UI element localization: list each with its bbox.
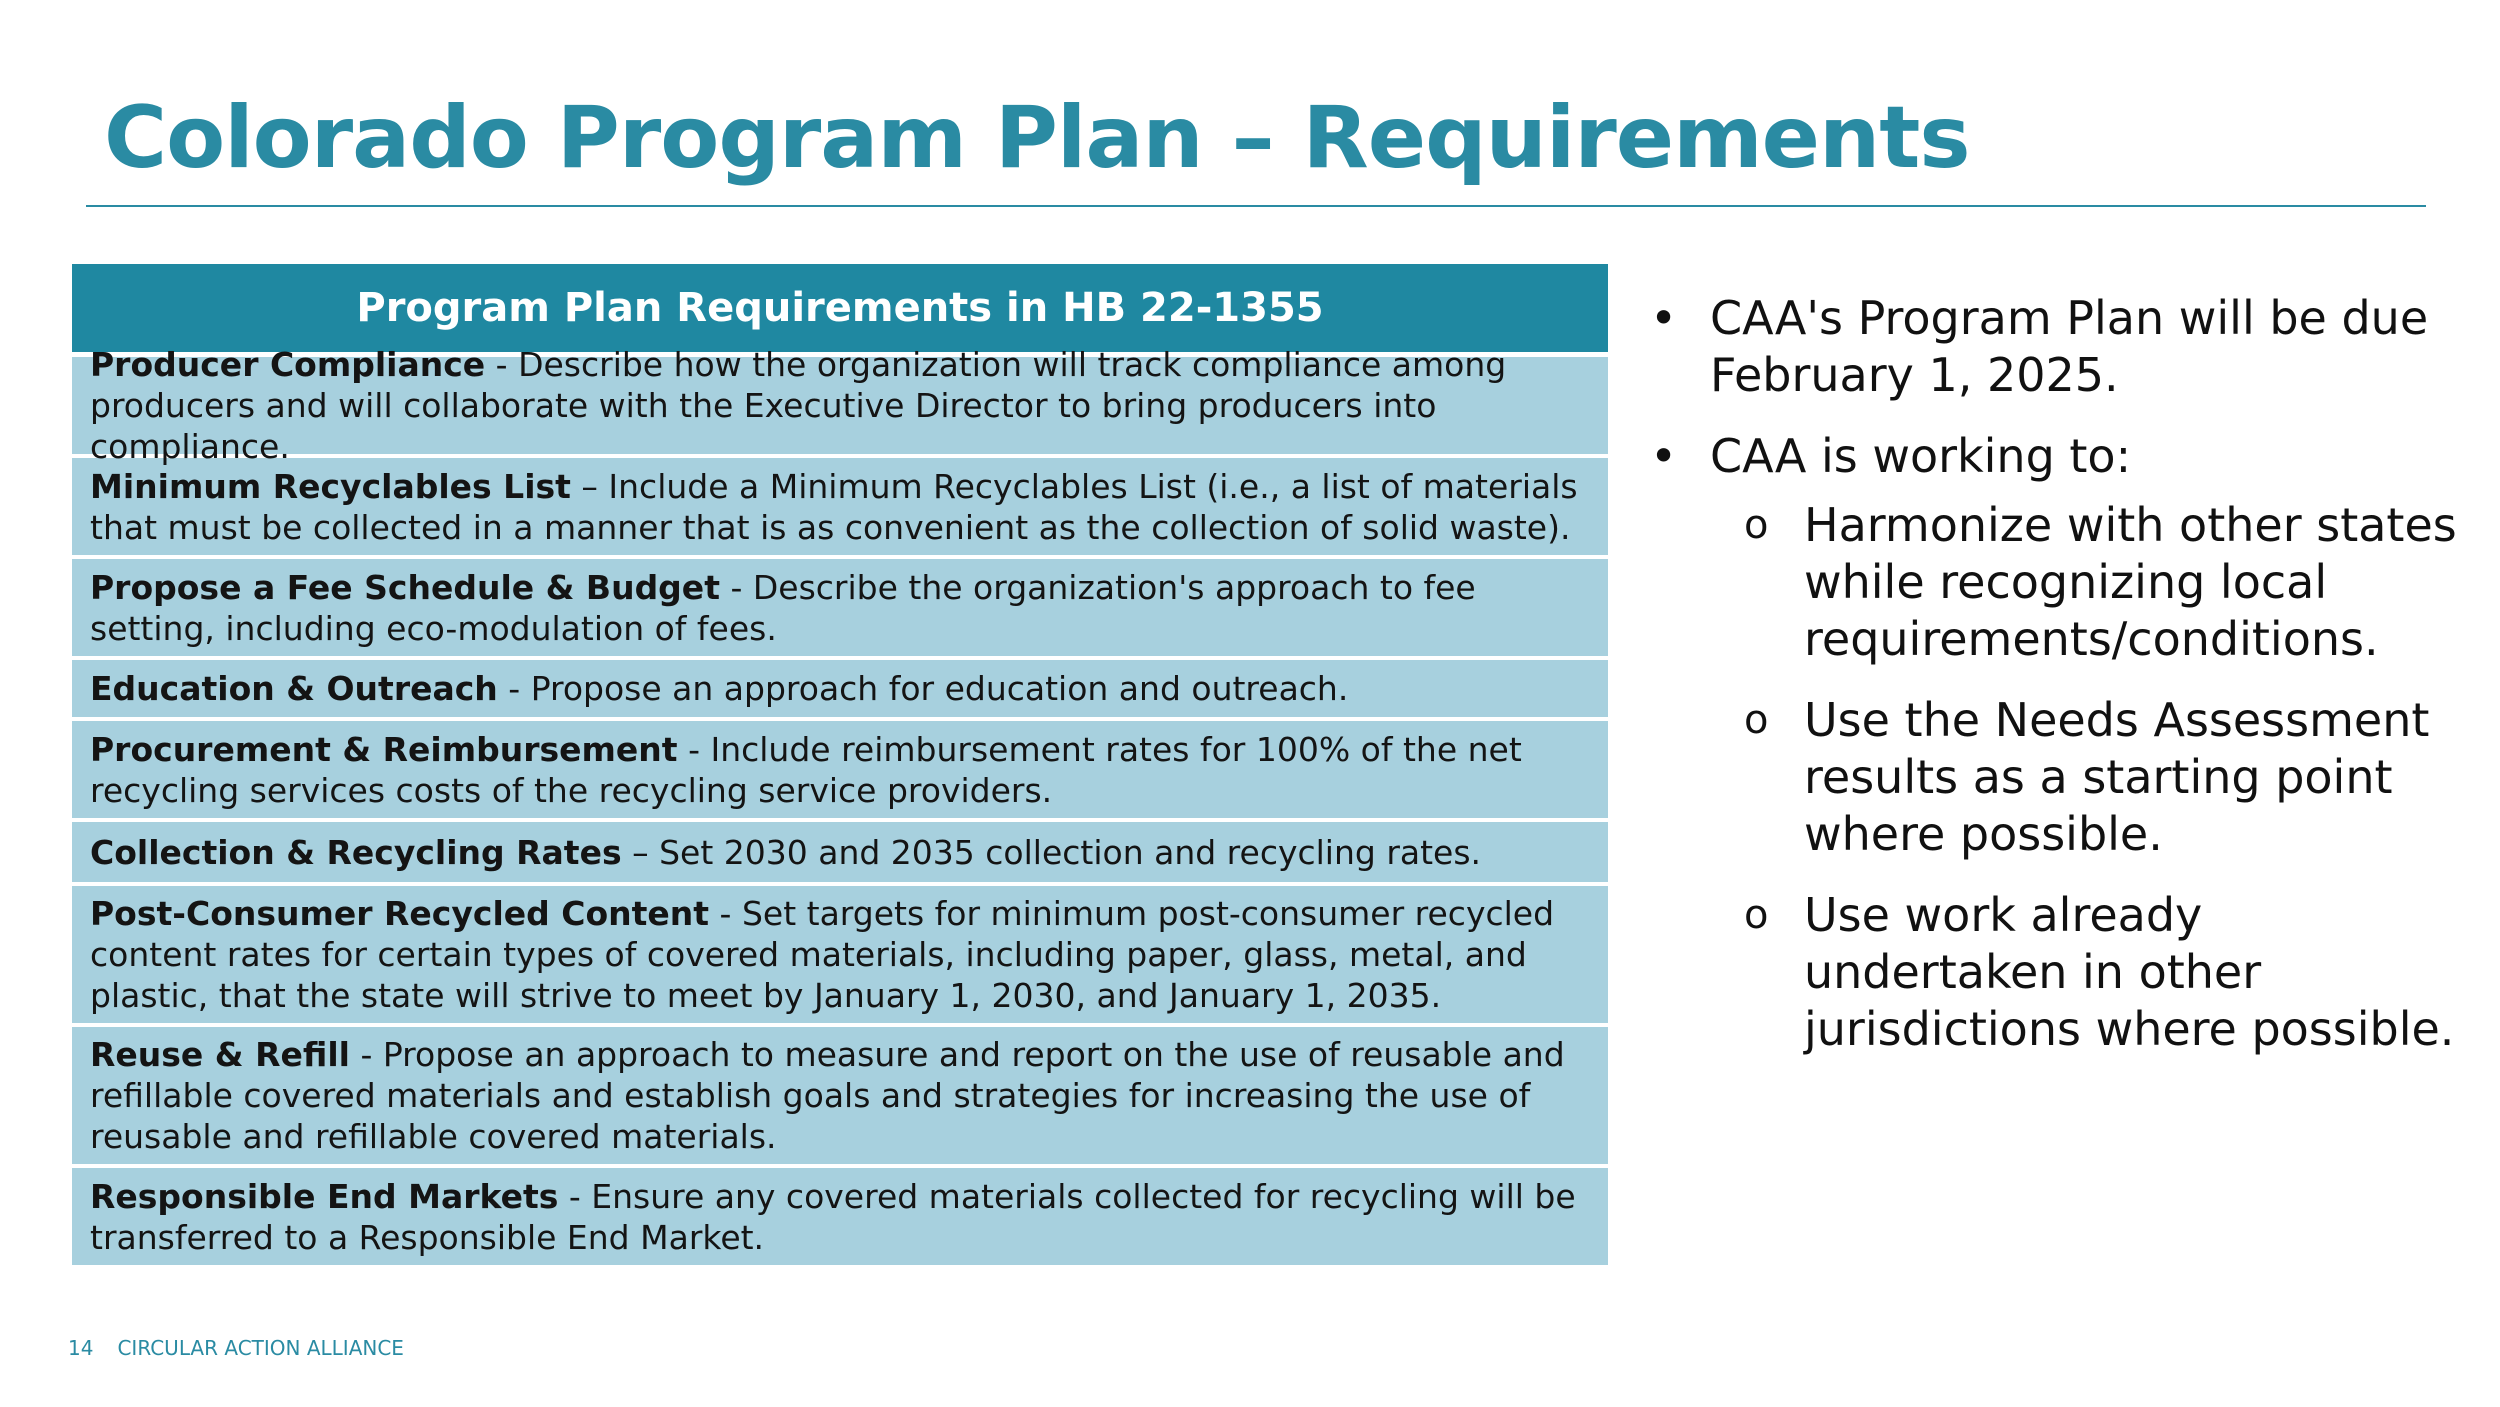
row-description: Describe the organization's approach to fee setting, including eco-modulation of fees. bbox=[90, 567, 1476, 648]
row-term: Propose a Fee Schedule & Budget bbox=[90, 567, 720, 607]
bullet-list bbox=[1650, 290, 2470, 1058]
table-row bbox=[72, 1027, 1608, 1164]
row-separator: - bbox=[709, 894, 742, 933]
table-row bbox=[72, 345, 1608, 466]
row-description: Set targets for minimum post-consumer recycled content rates for certain types of covered materials, including paper, glass, metal, and plastic, that the state will strive to meet by January 1, 2030, and January 1, 2035. bbox=[90, 894, 1555, 1015]
row-separator: - bbox=[349, 1035, 383, 1074]
sub-bullet-text: Use the Needs Assessment results as a starting point where possible. bbox=[1804, 693, 2430, 861]
bullet-text: CAA is working to: bbox=[1710, 429, 2132, 483]
sub-bullet-circle-icon: o bbox=[1744, 697, 1769, 743]
sub-bullet-text: Use work already undertaken in other jurisdictions where possible. bbox=[1804, 888, 2455, 1056]
row-description: Ensure any covered materials collected for recycling will be transferred to a Responsible End Market. bbox=[90, 1176, 1576, 1257]
row-term: Minimum Recyclables List bbox=[90, 466, 571, 506]
sub-bullet-item bbox=[1650, 887, 2470, 1058]
row-description: Propose an approach to measure and report on the use of reusable and refillable covered materials and establish goals and strategies for increasing the use of reusable and refillable covered materials. bbox=[90, 1035, 1565, 1156]
row-description: Include a Minimum Recyclables List (i.e., a list of materials that must be collected in a manner that is as convenient as the collection of solid waste). bbox=[90, 466, 1578, 547]
sub-bullet-item bbox=[1650, 692, 2470, 863]
row-separator: – bbox=[621, 832, 660, 872]
row-term: Producer Compliance bbox=[90, 345, 486, 384]
sub-bullet-circle-icon: o bbox=[1744, 892, 1769, 938]
page-title: Colorado Program Plan – Requirements bbox=[104, 88, 1970, 188]
row-description: Describe how the organization will track compliance among producers and will collaborate with the Executive Director to bring producers into compliance. bbox=[90, 345, 1507, 466]
table-row bbox=[72, 559, 1608, 656]
table-row bbox=[72, 458, 1608, 555]
row-separator: - bbox=[558, 1176, 592, 1216]
row-separator: - bbox=[485, 345, 519, 384]
sub-bullet-text: Harmonize with other states while recognizing local requirements/conditions. bbox=[1804, 498, 2457, 666]
table-row bbox=[72, 1168, 1608, 1265]
row-separator: - bbox=[719, 567, 753, 607]
bullet-dot-icon: • bbox=[1650, 429, 1678, 483]
bullet-text: CAA's Program Plan will be due February 1, 2025. bbox=[1710, 291, 2429, 402]
bullet-dot-icon: • bbox=[1650, 291, 1678, 345]
row-term: Reuse & Refill bbox=[90, 1035, 350, 1074]
table-row bbox=[72, 660, 1608, 717]
row-term: Responsible End Markets bbox=[90, 1176, 559, 1216]
row-description: Set 2030 and 2035 collection and recycling rates. bbox=[659, 832, 1482, 872]
footer-org-name: CIRCULAR ACTION ALLIANCE bbox=[117, 1336, 404, 1360]
row-description: Include reimbursement rates for 100% of the net recycling services costs of the recycling service providers. bbox=[90, 729, 1522, 810]
sub-bullet-circle-icon: o bbox=[1744, 502, 1769, 548]
title-divider bbox=[86, 205, 2426, 207]
table-row bbox=[72, 721, 1608, 818]
row-description: Propose an approach for education and outreach. bbox=[530, 669, 1349, 708]
footer bbox=[68, 1336, 404, 1360]
row-term: Education & Outreach bbox=[90, 669, 498, 708]
requirements-table-header: Program Plan Requirements in HB 22-1355 bbox=[72, 264, 1608, 352]
row-separator: - bbox=[677, 729, 711, 769]
row-separator: - bbox=[497, 669, 531, 708]
row-term: Procurement & Reimbursement bbox=[90, 729, 678, 769]
table-row bbox=[72, 822, 1608, 882]
page-number: 14 bbox=[68, 1336, 94, 1360]
sub-bullet-item bbox=[1650, 497, 2470, 668]
row-term: Post-Consumer Recycled Content bbox=[90, 894, 710, 933]
row-separator: – bbox=[570, 466, 609, 506]
table-row bbox=[72, 886, 1608, 1023]
requirements-table bbox=[72, 264, 1608, 1269]
bullet-item bbox=[1650, 428, 2470, 485]
row-term: Collection & Recycling Rates bbox=[90, 832, 622, 872]
bullet-item bbox=[1650, 290, 2470, 404]
